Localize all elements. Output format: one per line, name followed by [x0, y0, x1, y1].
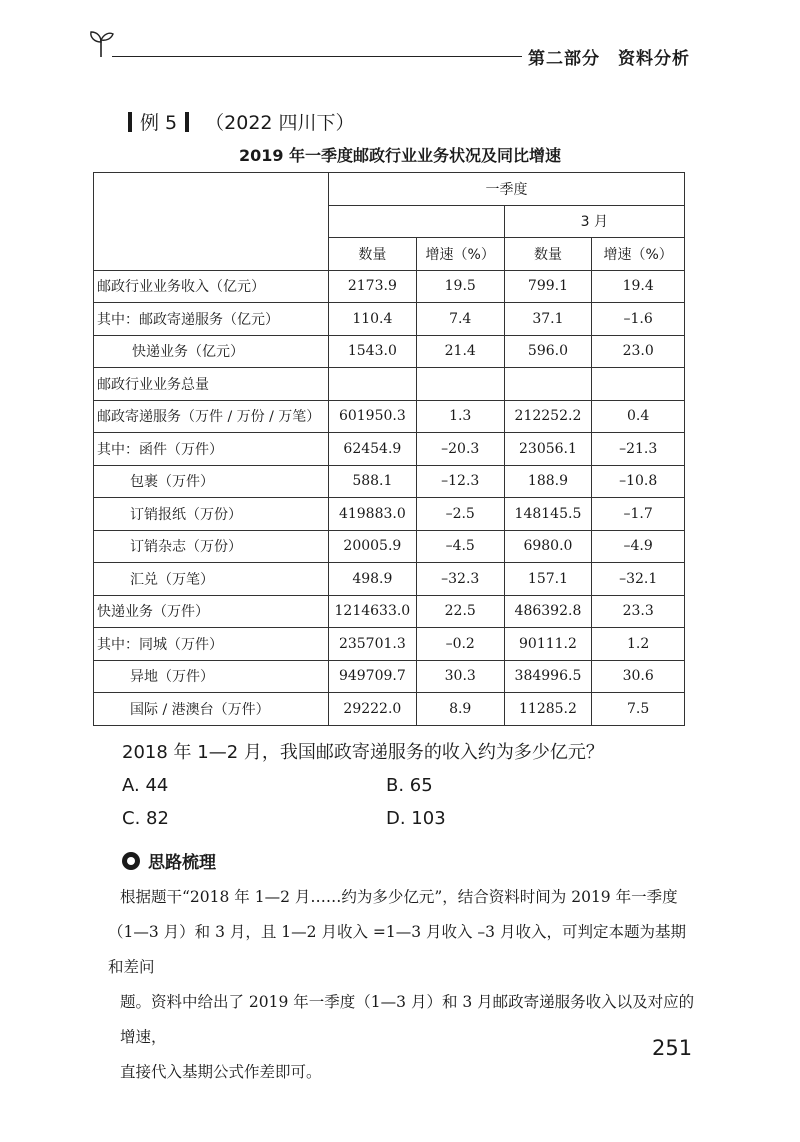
cell-m3: 188.9 [504, 465, 592, 498]
cell-m3-growth: –32.1 [592, 563, 685, 596]
cell-q1-growth: 8.9 [416, 693, 504, 726]
table-row [94, 270, 685, 303]
cell-m3-growth [592, 368, 685, 401]
cell-m3-growth: 1.2 [592, 628, 685, 661]
cell-q1-growth [416, 368, 504, 401]
table-row [94, 465, 685, 498]
cell-m3-growth: –1.6 [592, 303, 685, 336]
cell-q1: 29222.0 [328, 693, 416, 726]
cell-q1: 1543.0 [328, 335, 416, 368]
table-row [94, 660, 685, 693]
cell-m3-growth: –21.3 [592, 433, 685, 466]
cell-q1-growth: –20.3 [416, 433, 504, 466]
cell-m3-growth: –4.9 [592, 530, 685, 563]
table-row [94, 400, 685, 433]
option-b: B. 65 [386, 775, 433, 796]
cell-q1-growth: –12.3 [416, 465, 504, 498]
cell-q1: 949709.7 [328, 660, 416, 693]
example-bar-right [185, 112, 189, 132]
example-heading [120, 108, 355, 135]
header-m3-growth: 增速（%） [592, 238, 685, 271]
cell-q1: 601950.3 [328, 400, 416, 433]
header-q1-spacer [328, 205, 504, 238]
page-number: 251 [652, 1036, 693, 1060]
row-label: 邮政寄递服务（万件 / 万份 / 万笔） [94, 400, 329, 433]
cell-q1 [328, 368, 416, 401]
row-label: 包裹（万件） [94, 465, 329, 498]
cell-m3: 37.1 [504, 303, 592, 336]
cell-m3-growth: 23.3 [592, 595, 685, 628]
table-row [94, 368, 685, 401]
cell-m3: 596.0 [504, 335, 592, 368]
gear-icon [122, 852, 140, 870]
row-label: 国际 / 港澳台（万件） [94, 693, 329, 726]
analysis-heading [122, 848, 216, 873]
analysis-line: 题。资料中给出了 2019 年一季度（1—3 月）和 3 月邮政寄递服务收入以及对应的增速， [120, 993, 695, 1046]
header-march: 3 月 [504, 205, 684, 238]
cell-m3 [504, 368, 592, 401]
row-label: 快递业务（万件） [94, 595, 329, 628]
header-q1: 一季度 [328, 173, 684, 206]
cell-q1-growth: –32.3 [416, 563, 504, 596]
header-q1-qty: 数量 [328, 238, 416, 271]
cell-m3: 90111.2 [504, 628, 592, 661]
table-row [94, 563, 685, 596]
table-row [94, 303, 685, 336]
cell-m3: 23056.1 [504, 433, 592, 466]
header-m3-qty: 数量 [504, 238, 592, 271]
cell-q1: 235701.3 [328, 628, 416, 661]
cell-m3-growth: –10.8 [592, 465, 685, 498]
example-bar-left [128, 112, 132, 132]
cell-m3-growth: 19.4 [592, 270, 685, 303]
cell-q1: 20005.9 [328, 530, 416, 563]
cell-q1: 419883.0 [328, 498, 416, 531]
cell-q1-growth: 22.5 [416, 595, 504, 628]
cell-m3: 6980.0 [504, 530, 592, 563]
analysis-line: 根据题干“2018 年 1—2 月……约为多少亿元”，结合资料时间为 2019 年一季度 [120, 888, 678, 906]
analysis-heading-text: 思路梳理 [148, 853, 216, 873]
row-label: 邮政行业业务收入（亿元） [94, 270, 329, 303]
cell-q1-growth: 1.3 [416, 400, 504, 433]
cell-q1: 62454.9 [328, 433, 416, 466]
table-corner-cell [94, 173, 329, 271]
cell-m3: 148145.5 [504, 498, 592, 531]
cell-m3-growth: 30.6 [592, 660, 685, 693]
table-row [94, 693, 685, 726]
row-label: 快递业务（亿元） [94, 335, 329, 368]
cell-m3: 799.1 [504, 270, 592, 303]
cell-m3-growth: 7.5 [592, 693, 685, 726]
cell-q1: 1214633.0 [328, 595, 416, 628]
question-text: 2018 年 1—2 月，我国邮政寄递服务的收入约为多少亿元？ [122, 742, 604, 763]
table-title: 2019 年一季度邮政行业业务状况及同比增速 [238, 146, 562, 165]
analysis-paragraph [108, 880, 700, 1090]
cell-m3-growth: –1.7 [592, 498, 685, 531]
row-label: 邮政行业业务总量 [94, 368, 329, 401]
cell-m3: 212252.2 [504, 400, 592, 433]
analysis-line: 直接代入基期公式作差即可。 [120, 1063, 322, 1081]
header-q1-growth: 增速（%） [416, 238, 504, 271]
cell-q1-growth: 30.3 [416, 660, 504, 693]
example-label: 例 5 [140, 112, 178, 134]
example-source: （2022 四川下） [205, 112, 355, 134]
analysis-line: （1—3 月）和 3 月，且 1—2 月收入 =1—3 月收入 –3 月收入，可判定本题为基期和差问 [108, 923, 686, 976]
cell-q1-growth: 7.4 [416, 303, 504, 336]
cell-q1: 588.1 [328, 465, 416, 498]
cell-q1-growth: 19.5 [416, 270, 504, 303]
option-d: D. 103 [386, 808, 446, 829]
cell-m3-growth: 23.0 [592, 335, 685, 368]
cell-q1-growth: –0.2 [416, 628, 504, 661]
cell-q1-growth: –2.5 [416, 498, 504, 531]
table-row [94, 335, 685, 368]
cell-q1: 2173.9 [328, 270, 416, 303]
header-title: 第二部分 资料分析 [528, 49, 690, 69]
data-table [93, 172, 685, 726]
row-label: 订销报纸（万份） [94, 498, 329, 531]
row-label: 其中：函件（万件） [94, 433, 329, 466]
row-label: 汇兑（万笔） [94, 563, 329, 596]
row-label: 其中：邮政寄递服务（亿元） [94, 303, 329, 336]
row-label: 订销杂志（万份） [94, 530, 329, 563]
table-row [94, 595, 685, 628]
cell-q1: 110.4 [328, 303, 416, 336]
header-rule [112, 56, 522, 57]
table-row [94, 498, 685, 531]
row-label: 其中：同城（万件） [94, 628, 329, 661]
option-a: A. 44 [122, 775, 169, 796]
sprout-icon [88, 28, 114, 58]
cell-m3: 11285.2 [504, 693, 592, 726]
cell-q1: 498.9 [328, 563, 416, 596]
cell-m3: 486392.8 [504, 595, 592, 628]
table-row [94, 530, 685, 563]
cell-m3-growth: 0.4 [592, 400, 685, 433]
cell-m3: 384996.5 [504, 660, 592, 693]
row-label: 异地（万件） [94, 660, 329, 693]
option-c: C. 82 [122, 808, 169, 829]
cell-q1-growth: 21.4 [416, 335, 504, 368]
table-row [94, 433, 685, 466]
cell-m3: 157.1 [504, 563, 592, 596]
table-row [94, 628, 685, 661]
cell-q1-growth: –4.5 [416, 530, 504, 563]
